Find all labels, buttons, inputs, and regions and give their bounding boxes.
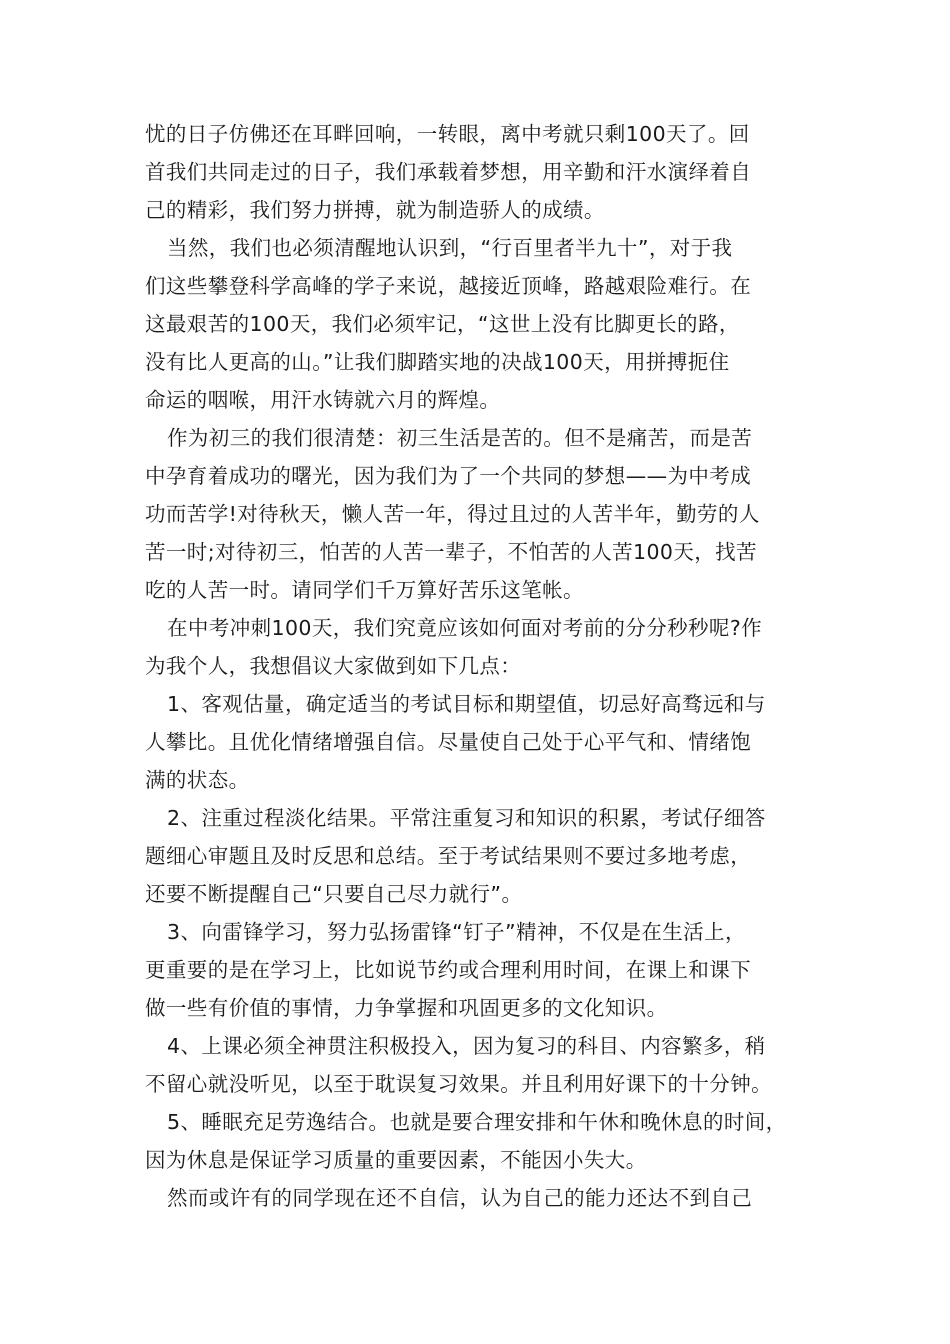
text-line: 因为休息是保证学习质量的重要因素，不能因小失大。: [145, 1148, 647, 1172]
text-line: 然而或许有的同学现在还不自信，认为自己的能力还达不到自己: [167, 1186, 753, 1210]
text-line: 4、上课必须全神贯注积极投入，因为复习的科目、内容繁多，稍: [167, 1034, 766, 1058]
text-line: 5、睡眠充足劳逸结合。也就是要合理安排和午休和晚休息的时间，: [167, 1110, 787, 1134]
text-line: 在中考冲刺100天，我们究竟应该如何面对考前的分分秒秒呢?作: [167, 616, 763, 640]
text-line: 中孕育着成功的曙光，因为我们为了一个共同的梦想——为中考成: [145, 464, 752, 488]
text-line: 还要不断提醒自己“只要自己尽力就行”。: [145, 882, 523, 906]
document-body: [145, 115, 825, 1217]
text-line: 人攀比。且优化情绪增强自信。尽量使自己处于心平气和、情绪饱: [145, 730, 752, 754]
text-line: 更重要的是在学习上，比如说节约或合理利用时间，在课上和课下: [145, 958, 752, 982]
text-line: 满的状态。: [145, 768, 250, 792]
text-line: 作为初三的我们很清楚：初三生活是苦的。但不是痛苦，而是苦: [167, 426, 753, 450]
text-line: 题细心审题且及时反思和总结。至于考试结果则不要过多地考虑，: [145, 844, 752, 868]
text-line: 苦一时;对待初三，怕苦的人苦一辈子，不怕苦的人苦100天，找苦: [145, 540, 757, 564]
text-line: 吃的人苦一时。请同学们千万算好苦乐这笔帐。: [145, 578, 584, 602]
text-line: 忧的日子仿佛还在耳畔回响，一转眼，离中考就只剩100天了。回: [145, 122, 750, 146]
text-line: 1、客观估量，确定适当的考试目标和期望值，切忌好高骛远和与: [167, 692, 766, 716]
text-line: 做一些有价值的事情，力争掌握和巩固更多的文化知识。: [145, 996, 668, 1020]
text-line: 为我个人，我想倡议大家做到如下几点：: [145, 654, 522, 678]
text-line: 命运的咽喉，用汗水铸就六月的辉煌。: [145, 388, 501, 412]
text-line: 这最艰苦的100天，我们必须牢记，“这世上没有比脚更长的路，: [145, 312, 740, 336]
text-line: 当然，我们也必须清醒地认识到，“行百里者半九十”，对于我: [167, 236, 733, 260]
text-line: 2、注重过程淡化结果。平常注重复习和知识的积累，考试仔细答: [167, 806, 766, 830]
text-line: 功而苦学!对待秋天，懒人苦一年，得过且过的人苦半年，勤劳的人: [145, 502, 760, 526]
text-line: 没有比人更高的山。”让我们脚踏实地的决战100天，用拼搏扼住: [145, 350, 730, 374]
text-line: 3、向雷锋学习，努力弘扬雷锋“钉子”精神，不仅是在生活上，: [167, 920, 746, 944]
text-line: 不留心就没听见，以至于耽误复习效果。并且利用好课下的十分钟。: [145, 1072, 772, 1096]
text-line: 己的精彩，我们努力拼搏，就为制造骄人的成绩。: [145, 198, 605, 222]
text-line: 们这些攀登科学高峰的学子来说，越接近顶峰，路越艰险难行。在: [145, 274, 752, 298]
text-line: 首我们共同走过的日子，我们承载着梦想，用辛勤和汗水演绎着自: [145, 160, 752, 184]
